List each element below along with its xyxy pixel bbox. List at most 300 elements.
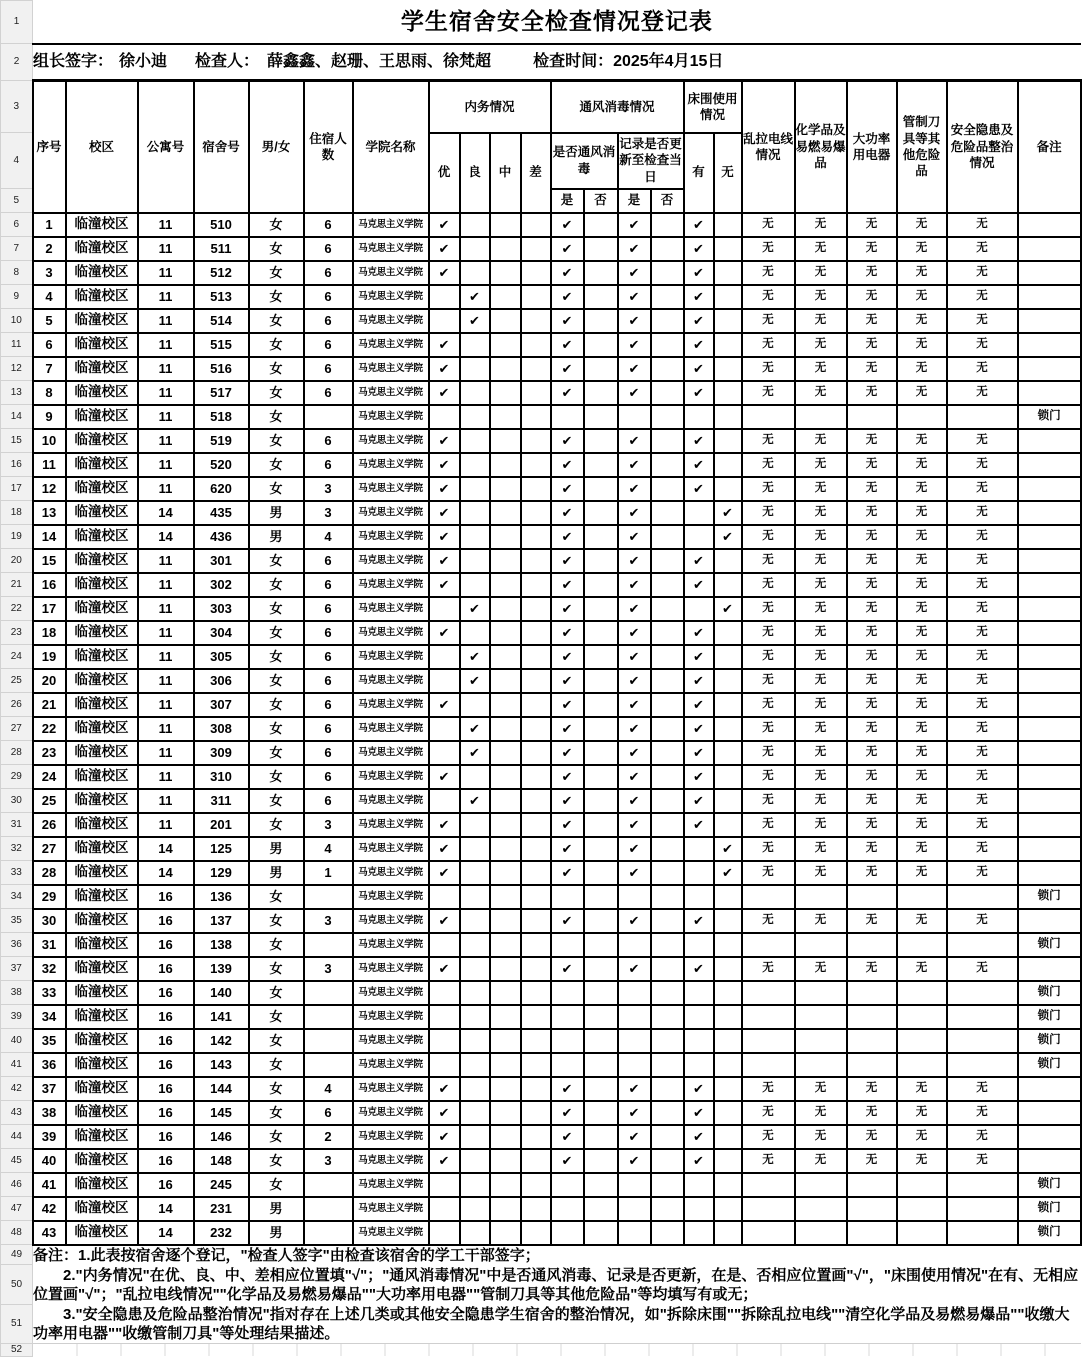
cell-bedrail-none[interactable] — [714, 957, 742, 981]
row-number[interactable]: 35 — [1, 909, 33, 933]
cell-bedrail-none[interactable] — [714, 741, 742, 765]
cell-serial[interactable]: 18 — [33, 621, 66, 645]
cell-bedrail-have[interactable] — [684, 1221, 714, 1245]
cell-campus[interactable]: 临潼校区 — [66, 477, 138, 501]
cell-apartment[interactable]: 16 — [138, 1077, 194, 1101]
cell-occupancy[interactable]: 6 — [304, 1101, 353, 1125]
cell-gender[interactable]: 女 — [249, 309, 304, 333]
cell-vent-no[interactable] — [584, 741, 618, 765]
cell-serial[interactable]: 16 — [33, 573, 66, 597]
row-number[interactable]: 37 — [1, 957, 33, 981]
note-text-1[interactable]: 备注：1.此表按宿舍逐个登记，"检查人签字"由检查该宿舍的学工干部签字； — [33, 1246, 540, 1264]
cell-vent-no[interactable] — [584, 1101, 618, 1125]
row-number[interactable]: 15 — [1, 429, 33, 453]
cell-hk-medium[interactable] — [490, 405, 521, 429]
cell-record-yes[interactable] — [618, 1221, 651, 1245]
cell-occupancy[interactable]: 6 — [304, 285, 353, 309]
cell-remark[interactable] — [1018, 549, 1081, 573]
row-number[interactable]: 16 — [1, 453, 33, 477]
cell-rectification[interactable]: 无 — [947, 741, 1018, 765]
cell-gender[interactable]: 女 — [249, 981, 304, 1005]
cell-highpower[interactable]: 无 — [847, 357, 897, 381]
cell-college[interactable]: 马克思主义学院 — [353, 669, 429, 693]
col-header-knives[interactable]: 管制刀具等其他危险品 — [897, 81, 947, 213]
cell-hk-excellent[interactable] — [429, 981, 460, 1005]
cell-hk-good[interactable]: ✔ — [460, 597, 490, 621]
col-header-chemicals[interactable]: 化学品及易燃易爆品 — [795, 81, 847, 213]
cell-hk-poor[interactable] — [521, 429, 551, 453]
cell-vent-yes[interactable]: ✔ — [551, 357, 584, 381]
cell-highpower[interactable]: 无 — [847, 213, 897, 237]
cell-knives[interactable]: 无 — [897, 357, 947, 381]
cell-knives[interactable]: 无 — [897, 621, 947, 645]
cell-gender[interactable]: 女 — [249, 261, 304, 285]
cell-record-no[interactable] — [651, 213, 684, 237]
cell-bedrail-none[interactable]: ✔ — [714, 525, 742, 549]
col-header-excellent[interactable]: 优 — [429, 133, 460, 213]
cell-bedrail-none[interactable] — [714, 477, 742, 501]
cell-vent-no[interactable] — [584, 1077, 618, 1101]
cell-rectification[interactable] — [947, 981, 1018, 1005]
cell-apartment[interactable]: 11 — [138, 309, 194, 333]
cell-wires[interactable]: 无 — [742, 573, 795, 597]
cell-hk-medium[interactable] — [490, 285, 521, 309]
cell-remark[interactable] — [1018, 501, 1081, 525]
cell-gender[interactable]: 女 — [249, 213, 304, 237]
cell-dorm[interactable]: 307 — [194, 693, 249, 717]
cell-occupancy[interactable] — [304, 981, 353, 1005]
cell-rectification[interactable]: 无 — [947, 261, 1018, 285]
cell-gender[interactable]: 女 — [249, 717, 304, 741]
cell-bedrail-none[interactable] — [714, 1149, 742, 1173]
cell-chemicals[interactable]: 无 — [795, 477, 847, 501]
cell-dorm[interactable]: 516 — [194, 357, 249, 381]
cell-remark[interactable] — [1018, 477, 1081, 501]
cell-rectification[interactable]: 无 — [947, 909, 1018, 933]
cell-vent-no[interactable] — [584, 285, 618, 309]
cell-campus[interactable]: 临潼校区 — [66, 1197, 138, 1221]
cell-dorm[interactable]: 302 — [194, 573, 249, 597]
cell-hk-poor[interactable] — [521, 621, 551, 645]
cell-serial[interactable]: 25 — [33, 789, 66, 813]
cell-campus[interactable]: 临潼校区 — [66, 981, 138, 1005]
cell-apartment[interactable]: 11 — [138, 237, 194, 261]
cell-occupancy[interactable]: 3 — [304, 477, 353, 501]
cell-rectification[interactable]: 无 — [947, 1125, 1018, 1149]
cell-college[interactable]: 马克思主义学院 — [353, 1029, 429, 1053]
cell-record-yes[interactable] — [618, 1029, 651, 1053]
row-number[interactable]: 32 — [1, 837, 33, 861]
cell-bedrail-have[interactable]: ✔ — [684, 669, 714, 693]
cell-highpower[interactable]: 无 — [847, 573, 897, 597]
cell-occupancy[interactable]: 3 — [304, 813, 353, 837]
col-header-vent-no[interactable]: 否 — [584, 189, 618, 213]
cell-bedrail-have[interactable] — [684, 1197, 714, 1221]
cell-dorm[interactable]: 138 — [194, 933, 249, 957]
cell-serial[interactable]: 14 — [33, 525, 66, 549]
cell-gender[interactable]: 女 — [249, 237, 304, 261]
cell-remark[interactable]: 锁门 — [1018, 1029, 1081, 1053]
row-number[interactable]: 11 — [1, 333, 33, 357]
cell-hk-medium[interactable] — [490, 1101, 521, 1125]
cell-occupancy[interactable] — [304, 1221, 353, 1245]
cell-highpower[interactable]: 无 — [847, 765, 897, 789]
cell-vent-no[interactable] — [584, 957, 618, 981]
cell-serial[interactable]: 43 — [33, 1221, 66, 1245]
cell-hk-good[interactable]: ✔ — [460, 309, 490, 333]
cell-rectification[interactable]: 无 — [947, 237, 1018, 261]
cell-vent-yes[interactable]: ✔ — [551, 237, 584, 261]
row-number[interactable]: 48 — [1, 1221, 33, 1245]
cell-hk-excellent[interactable]: ✔ — [429, 909, 460, 933]
cell-chemicals[interactable]: 无 — [795, 645, 847, 669]
cell-apartment[interactable]: 16 — [138, 1125, 194, 1149]
cell-record-no[interactable] — [651, 453, 684, 477]
cell-bedrail-have[interactable]: ✔ — [684, 1077, 714, 1101]
cell-hk-excellent[interactable]: ✔ — [429, 813, 460, 837]
cell-vent-no[interactable] — [584, 381, 618, 405]
cell-remark[interactable] — [1018, 213, 1081, 237]
cell-chemicals[interactable]: 无 — [795, 837, 847, 861]
cell-record-no[interactable] — [651, 525, 684, 549]
cell-college[interactable]: 马克思主义学院 — [353, 813, 429, 837]
cell-record-no[interactable] — [651, 957, 684, 981]
cell-gender[interactable]: 女 — [249, 1149, 304, 1173]
cell-hk-poor[interactable] — [521, 861, 551, 885]
cell-highpower[interactable]: 无 — [847, 693, 897, 717]
cell-bedrail-none[interactable] — [714, 813, 742, 837]
cell-gender[interactable]: 女 — [249, 741, 304, 765]
cell-vent-yes[interactable]: ✔ — [551, 741, 584, 765]
cell-hk-good[interactable] — [460, 1173, 490, 1197]
cell-vent-no[interactable] — [584, 549, 618, 573]
cell-apartment[interactable]: 16 — [138, 1149, 194, 1173]
cell-knives[interactable]: 无 — [897, 381, 947, 405]
cell-hk-poor[interactable] — [521, 405, 551, 429]
cell-highpower[interactable]: 无 — [847, 909, 897, 933]
cell-hk-medium[interactable] — [490, 1005, 521, 1029]
cell-rectification[interactable]: 无 — [947, 789, 1018, 813]
cell-gender[interactable]: 女 — [249, 453, 304, 477]
cell-rectification[interactable] — [947, 1053, 1018, 1077]
col-header-campus[interactable]: 校区 — [66, 81, 138, 213]
cell-bedrail-have[interactable]: ✔ — [684, 381, 714, 405]
cell-occupancy[interactable]: 6 — [304, 213, 353, 237]
cell-highpower[interactable]: 无 — [847, 597, 897, 621]
cell-college[interactable]: 马克思主义学院 — [353, 1149, 429, 1173]
cell-vent-no[interactable] — [584, 837, 618, 861]
cell-knives[interactable]: 无 — [897, 309, 947, 333]
cell-remark[interactable] — [1018, 789, 1081, 813]
cell-chemicals[interactable]: 无 — [795, 1101, 847, 1125]
cell-campus[interactable]: 临潼校区 — [66, 741, 138, 765]
cell-remark[interactable]: 锁门 — [1018, 885, 1081, 909]
cell-wires[interactable]: 无 — [742, 621, 795, 645]
cell-hk-medium[interactable] — [490, 573, 521, 597]
cell-college[interactable]: 马克思主义学院 — [353, 309, 429, 333]
cell-hk-poor[interactable] — [521, 1005, 551, 1029]
cell-vent-no[interactable] — [584, 909, 618, 933]
cell-chemicals[interactable]: 无 — [795, 333, 847, 357]
cell-serial[interactable]: 36 — [33, 1053, 66, 1077]
cell-vent-yes[interactable] — [551, 1005, 584, 1029]
cell-hk-excellent[interactable] — [429, 597, 460, 621]
cell-record-yes[interactable]: ✔ — [618, 477, 651, 501]
cell-hk-good[interactable] — [460, 453, 490, 477]
row-number[interactable]: 33 — [1, 861, 33, 885]
cell-dorm[interactable]: 142 — [194, 1029, 249, 1053]
cell-dorm[interactable]: 435 — [194, 501, 249, 525]
cell-hk-poor[interactable] — [521, 669, 551, 693]
cell-record-no[interactable] — [651, 861, 684, 885]
cell-chemicals[interactable]: 无 — [795, 261, 847, 285]
row-number[interactable]: 23 — [1, 621, 33, 645]
cell-college[interactable]: 马克思主义学院 — [353, 1053, 429, 1077]
cell-remark[interactable] — [1018, 1125, 1081, 1149]
cell-chemicals[interactable]: 无 — [795, 861, 847, 885]
cell-hk-good[interactable] — [460, 1149, 490, 1173]
col-header-record-yes[interactable]: 是 — [618, 189, 651, 213]
cell-hk-poor[interactable] — [521, 1173, 551, 1197]
cell-bedrail-none[interactable] — [714, 981, 742, 1005]
cell-vent-no[interactable] — [584, 813, 618, 837]
cell-remark[interactable] — [1018, 621, 1081, 645]
cell-campus[interactable]: 临潼校区 — [66, 429, 138, 453]
cell-record-no[interactable] — [651, 1029, 684, 1053]
col-header-apartment[interactable]: 公寓号 — [138, 81, 194, 213]
cell-gender[interactable]: 女 — [249, 909, 304, 933]
cell-rectification[interactable]: 无 — [947, 597, 1018, 621]
cell-bedrail-none[interactable]: ✔ — [714, 597, 742, 621]
cell-apartment[interactable]: 11 — [138, 669, 194, 693]
cell-occupancy[interactable]: 3 — [304, 501, 353, 525]
cell-record-yes[interactable]: ✔ — [618, 261, 651, 285]
cell-record-yes[interactable]: ✔ — [618, 789, 651, 813]
cell-dorm[interactable]: 201 — [194, 813, 249, 837]
cell-college[interactable]: 马克思主义学院 — [353, 1077, 429, 1101]
cell-serial[interactable]: 22 — [33, 717, 66, 741]
cell-vent-no[interactable] — [584, 885, 618, 909]
cell-chemicals[interactable]: 无 — [795, 1077, 847, 1101]
cell-college[interactable]: 马克思主义学院 — [353, 1173, 429, 1197]
cell-record-no[interactable] — [651, 813, 684, 837]
cell-bedrail-none[interactable] — [714, 333, 742, 357]
cell-chemicals[interactable] — [795, 1053, 847, 1077]
cell-hk-medium[interactable] — [490, 453, 521, 477]
cell-rectification[interactable] — [947, 885, 1018, 909]
cell-vent-no[interactable] — [584, 1197, 618, 1221]
cell-record-no[interactable] — [651, 789, 684, 813]
cell-record-yes[interactable]: ✔ — [618, 909, 651, 933]
cell-chemicals[interactable]: 无 — [795, 501, 847, 525]
row-number[interactable]: 8 — [1, 261, 33, 285]
cell-hk-medium[interactable] — [490, 309, 521, 333]
cell-hk-excellent[interactable]: ✔ — [429, 1077, 460, 1101]
cell-campus[interactable]: 临潼校区 — [66, 309, 138, 333]
cell-remark[interactable] — [1018, 741, 1081, 765]
cell-hk-medium[interactable] — [490, 525, 521, 549]
row-number[interactable]: 18 — [1, 501, 33, 525]
cell-record-yes[interactable]: ✔ — [618, 765, 651, 789]
cell-campus[interactable]: 临潼校区 — [66, 1077, 138, 1101]
cell-college[interactable]: 马克思主义学院 — [353, 981, 429, 1005]
cell-hk-poor[interactable] — [521, 693, 551, 717]
cell-hk-medium[interactable] — [490, 1077, 521, 1101]
cell-dorm[interactable]: 125 — [194, 837, 249, 861]
cell-serial[interactable]: 32 — [33, 957, 66, 981]
cell-vent-no[interactable] — [584, 861, 618, 885]
cell-hk-medium[interactable] — [490, 861, 521, 885]
cell-hk-medium[interactable] — [490, 885, 521, 909]
cell-rectification[interactable]: 无 — [947, 717, 1018, 741]
cell-vent-yes[interactable]: ✔ — [551, 333, 584, 357]
cell-gender[interactable]: 女 — [249, 357, 304, 381]
cell-chemicals[interactable]: 无 — [795, 693, 847, 717]
cell-record-no[interactable] — [651, 381, 684, 405]
cell-hk-excellent[interactable] — [429, 717, 460, 741]
cell-hk-excellent[interactable] — [429, 645, 460, 669]
cell-serial[interactable]: 33 — [33, 981, 66, 1005]
cell-knives[interactable]: 无 — [897, 573, 947, 597]
cell-record-yes[interactable]: ✔ — [618, 693, 651, 717]
cell-wires[interactable]: 无 — [742, 789, 795, 813]
cell-hk-poor[interactable] — [521, 1125, 551, 1149]
cell-chemicals[interactable]: 无 — [795, 1125, 847, 1149]
cell-hk-good[interactable] — [460, 381, 490, 405]
cell-hk-good[interactable]: ✔ — [460, 717, 490, 741]
row-number[interactable]: 51 — [1, 1305, 33, 1344]
cell-record-no[interactable] — [651, 717, 684, 741]
cell-wires[interactable]: 无 — [742, 429, 795, 453]
cell-occupancy[interactable]: 3 — [304, 909, 353, 933]
cell-vent-yes[interactable]: ✔ — [551, 549, 584, 573]
cell-record-no[interactable] — [651, 1125, 684, 1149]
cell-vent-no[interactable] — [584, 333, 618, 357]
row-number[interactable]: 27 — [1, 717, 33, 741]
cell-bedrail-have[interactable]: ✔ — [684, 813, 714, 837]
cell-record-yes[interactable]: ✔ — [618, 861, 651, 885]
cell-campus[interactable]: 临潼校区 — [66, 957, 138, 981]
cell-record-no[interactable] — [651, 1005, 684, 1029]
cell-college[interactable]: 马克思主义学院 — [353, 885, 429, 909]
cell-college[interactable]: 马克思主义学院 — [353, 837, 429, 861]
cell-vent-yes[interactable] — [551, 885, 584, 909]
cell-record-yes[interactable]: ✔ — [618, 357, 651, 381]
cell-dorm[interactable]: 145 — [194, 1101, 249, 1125]
cell-hk-medium[interactable] — [490, 837, 521, 861]
cell-vent-no[interactable] — [584, 597, 618, 621]
cell-wires[interactable]: 无 — [742, 285, 795, 309]
cell-gender[interactable]: 女 — [249, 669, 304, 693]
cell-apartment[interactable]: 11 — [138, 717, 194, 741]
row-number[interactable]: 17 — [1, 477, 33, 501]
cell-gender[interactable]: 女 — [249, 789, 304, 813]
cell-hk-poor[interactable] — [521, 549, 551, 573]
cell-hk-medium[interactable] — [490, 813, 521, 837]
note-text-3[interactable]: 3."安全隐患及危险品整治情况"指对存在上述几类或其他安全隐患学生宿舍的整治情况，如"拆除床围""拆除乱拉电线""清空化学品及易燃易爆品""收缴大功率用电器""收缴管制刀具"等处理结果描述。 — [33, 1305, 1070, 1342]
cell-highpower[interactable]: 无 — [847, 285, 897, 309]
cell-remark[interactable] — [1018, 1149, 1081, 1173]
cell-remark[interactable] — [1018, 1077, 1081, 1101]
cell-serial[interactable]: 19 — [33, 645, 66, 669]
cell-dorm[interactable]: 308 — [194, 717, 249, 741]
cell-chemicals[interactable]: 无 — [795, 525, 847, 549]
cell-hk-medium[interactable] — [490, 213, 521, 237]
cell-serial[interactable]: 9 — [33, 405, 66, 429]
cell-vent-no[interactable] — [584, 357, 618, 381]
cell-hk-excellent[interactable]: ✔ — [429, 429, 460, 453]
cell-vent-yes[interactable] — [551, 1029, 584, 1053]
cell-vent-yes[interactable] — [551, 1173, 584, 1197]
cell-wires[interactable]: 无 — [742, 717, 795, 741]
cell-occupancy[interactable]: 6 — [304, 669, 353, 693]
cell-hk-medium[interactable] — [490, 1029, 521, 1053]
cell-record-no[interactable] — [651, 693, 684, 717]
cell-college[interactable]: 马克思主义学院 — [353, 453, 429, 477]
row-number[interactable]: 36 — [1, 933, 33, 957]
cell-occupancy[interactable]: 4 — [304, 525, 353, 549]
cell-hk-medium[interactable] — [490, 597, 521, 621]
cell-gender[interactable]: 女 — [249, 405, 304, 429]
cell-apartment[interactable]: 11 — [138, 285, 194, 309]
cell-chemicals[interactable] — [795, 1221, 847, 1245]
cell-wires[interactable]: 无 — [742, 693, 795, 717]
cell-hk-excellent[interactable]: ✔ — [429, 1125, 460, 1149]
cell-bedrail-none[interactable] — [714, 381, 742, 405]
cell-vent-no[interactable] — [584, 405, 618, 429]
cell-bedrail-have[interactable] — [684, 933, 714, 957]
cell-hk-medium[interactable] — [490, 1149, 521, 1173]
cell-serial[interactable]: 12 — [33, 477, 66, 501]
cell-campus[interactable]: 临潼校区 — [66, 549, 138, 573]
cell-chemicals[interactable]: 无 — [795, 309, 847, 333]
cell-chemicals[interactable] — [795, 1029, 847, 1053]
cell-vent-no[interactable] — [584, 213, 618, 237]
cell-wires[interactable]: 无 — [742, 381, 795, 405]
cell-apartment[interactable]: 11 — [138, 645, 194, 669]
cell-serial[interactable]: 30 — [33, 909, 66, 933]
cell-occupancy[interactable]: 2 — [304, 1125, 353, 1149]
col-header-dorm[interactable]: 宿舍号 — [194, 81, 249, 213]
cell-wires[interactable] — [742, 981, 795, 1005]
cell-apartment[interactable]: 16 — [138, 885, 194, 909]
cell-highpower[interactable]: 无 — [847, 861, 897, 885]
cell-bedrail-have[interactable]: ✔ — [684, 741, 714, 765]
cell-serial[interactable]: 7 — [33, 357, 66, 381]
cell-hk-excellent[interactable] — [429, 1221, 460, 1245]
cell-bedrail-none[interactable] — [714, 717, 742, 741]
cell-bedrail-none[interactable] — [714, 309, 742, 333]
cell-hk-good[interactable]: ✔ — [460, 669, 490, 693]
cell-rectification[interactable]: 无 — [947, 693, 1018, 717]
cell-hk-excellent[interactable]: ✔ — [429, 237, 460, 261]
cell-record-yes[interactable]: ✔ — [618, 957, 651, 981]
cell-bedrail-have[interactable] — [684, 1005, 714, 1029]
cell-campus[interactable]: 临潼校区 — [66, 645, 138, 669]
cell-remark[interactable] — [1018, 645, 1081, 669]
cell-college[interactable]: 马克思主义学院 — [353, 477, 429, 501]
cell-bedrail-have[interactable]: ✔ — [684, 285, 714, 309]
cell-college[interactable]: 马克思主义学院 — [353, 549, 429, 573]
cell-campus[interactable]: 临潼校区 — [66, 717, 138, 741]
cell-vent-yes[interactable]: ✔ — [551, 429, 584, 453]
cell-gender[interactable]: 男 — [249, 861, 304, 885]
cell-hk-medium[interactable] — [490, 1221, 521, 1245]
cell-vent-yes[interactable]: ✔ — [551, 501, 584, 525]
cell-wires[interactable]: 无 — [742, 741, 795, 765]
cell-knives[interactable]: 无 — [897, 837, 947, 861]
cell-chemicals[interactable]: 无 — [795, 669, 847, 693]
